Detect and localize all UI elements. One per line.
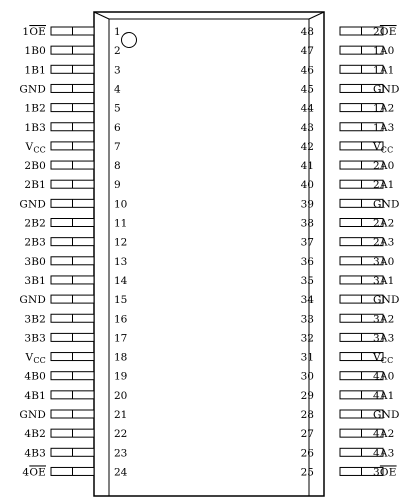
pin-number: 30 — [300, 370, 314, 383]
pin-number: 38 — [300, 217, 314, 230]
pin-label-3b2: 3B2 — [24, 313, 46, 326]
pin-label-3a3: 3A3 — [373, 332, 395, 345]
pin-number: 16 — [114, 313, 128, 326]
pin-label-2oe: 2OE — [373, 26, 397, 38]
pin-label-vcc: $V_{CC}$ — [25, 351, 46, 366]
pin-number: 43 — [300, 121, 314, 134]
pin-label-3b1: 3B1 — [24, 274, 46, 287]
pin-label-4a3: 4A3 — [373, 447, 395, 460]
pin-number: 39 — [300, 198, 314, 211]
pin-number: 37 — [300, 236, 314, 249]
pin-number: 27 — [300, 428, 314, 441]
pin-label-gnd: GND — [373, 83, 400, 96]
pin-label-gnd: GND — [373, 294, 400, 307]
pin-number: 5 — [114, 102, 121, 115]
pin-number: 41 — [300, 160, 314, 173]
pin-label-3oe: 3OE — [373, 466, 397, 479]
pin-number: 24 — [114, 466, 128, 479]
pin-number: 20 — [114, 389, 128, 402]
pin-number: 35 — [300, 274, 314, 287]
pin-number: 29 — [300, 389, 314, 402]
pin-number: 25 — [300, 466, 314, 479]
pin-number: 3 — [114, 64, 121, 77]
pin-number: 14 — [114, 274, 128, 287]
pin-number: 10 — [114, 198, 128, 211]
pin-number: 15 — [114, 294, 128, 307]
pin-label-2b1: 2B1 — [24, 179, 46, 192]
pin-label-4b1: 4B1 — [24, 389, 46, 402]
pin-label-1a3: 1A3 — [373, 121, 395, 134]
pin-number: 34 — [300, 294, 314, 307]
pin-number: 18 — [114, 351, 128, 364]
pin-number: 9 — [114, 179, 121, 192]
pin-number: 1 — [114, 26, 121, 38]
pin-number: 17 — [114, 332, 128, 345]
pin-number: 11 — [114, 217, 128, 230]
pin-label-gnd: GND — [19, 409, 46, 421]
pin-label-2a3: 2A3 — [373, 236, 395, 249]
pin-number: 12 — [114, 236, 128, 249]
pin-label-4oe: 4OE — [22, 466, 46, 479]
pin-label-3a0: 3A0 — [373, 255, 395, 268]
pin-label-2a2: 2A2 — [373, 217, 395, 230]
pin-label-2a1: 2A1 — [373, 179, 395, 192]
pin-label-1b2: 1B2 — [24, 102, 46, 115]
pin-number: 8 — [114, 160, 121, 173]
pin-number: 23 — [114, 447, 128, 460]
pin-label-4b3: 4B3 — [24, 447, 46, 460]
pin-label-4b0: 4B0 — [24, 370, 46, 383]
pin-label-1b3: 1B3 — [24, 121, 46, 134]
pin-label-3a2: 3A2 — [373, 313, 395, 326]
pin-label-2b0: 2B0 — [24, 160, 46, 173]
pin-label-1oe: 1OE — [22, 26, 46, 38]
pin-label-4a0: 4A0 — [373, 370, 395, 383]
pin-label-vcc: $V_{CC}$ — [25, 140, 46, 155]
pin-number: 22 — [114, 428, 128, 441]
pin-label-3b3: 3B3 — [24, 332, 46, 345]
pin-label-gnd: GND — [19, 294, 46, 307]
pin-number: 7 — [114, 140, 121, 153]
pin-label-2a0: 2A0 — [373, 160, 395, 173]
pin-label-gnd: GND — [19, 83, 46, 96]
pin-number: 47 — [300, 45, 314, 58]
chip-outline — [94, 12, 324, 496]
pin-number: 33 — [300, 313, 314, 326]
pin-label-4a1: 4A1 — [373, 389, 395, 402]
pin-number: 46 — [300, 64, 314, 77]
pin-number: 19 — [114, 370, 128, 383]
pin-number: 13 — [114, 255, 128, 268]
pin-label-1a1: 1A1 — [373, 64, 395, 77]
pin-number: 44 — [300, 102, 314, 115]
pin-number: 45 — [300, 83, 314, 96]
pin-label-2b2: 2B2 — [24, 217, 46, 230]
pin-number: 26 — [300, 447, 314, 460]
pin-label-1b0: 1B0 — [24, 45, 46, 58]
pin-label-4a2: 4A2 — [373, 428, 395, 441]
pin-number: 2 — [114, 45, 121, 58]
pin-label-1a2: 1A2 — [373, 102, 395, 115]
pin-number: 6 — [114, 121, 121, 134]
pin-label-4b2: 4B2 — [24, 428, 46, 441]
pin-label-1a0: 1A0 — [373, 45, 395, 58]
pin-label-3a1: 3A1 — [373, 274, 395, 287]
pin-label-3b0: 3B0 — [24, 255, 46, 268]
pin-label-gnd: GND — [19, 198, 46, 211]
pin-label-2b3: 2B3 — [24, 236, 46, 249]
pin-label-gnd: GND — [373, 198, 400, 211]
pin-label-1b1: 1B1 — [24, 64, 46, 77]
pin-number: 4 — [114, 83, 121, 96]
pin-label-vcc: $V_{CC}$ — [373, 351, 394, 366]
chip-body — [94, 12, 324, 496]
pin1-marker — [122, 33, 137, 48]
pin-number: 48 — [300, 26, 314, 38]
pin-number: 31 — [300, 351, 314, 364]
pin-number: 28 — [300, 409, 314, 421]
pin-number: 42 — [300, 140, 314, 153]
pin-number: 36 — [300, 255, 314, 268]
pin-number: 32 — [300, 332, 314, 345]
pin-number: 21 — [114, 409, 128, 421]
pin-label-gnd: GND — [373, 409, 400, 421]
pin-number: 40 — [300, 179, 314, 192]
pin-label-vcc: $V_{CC}$ — [373, 140, 394, 155]
